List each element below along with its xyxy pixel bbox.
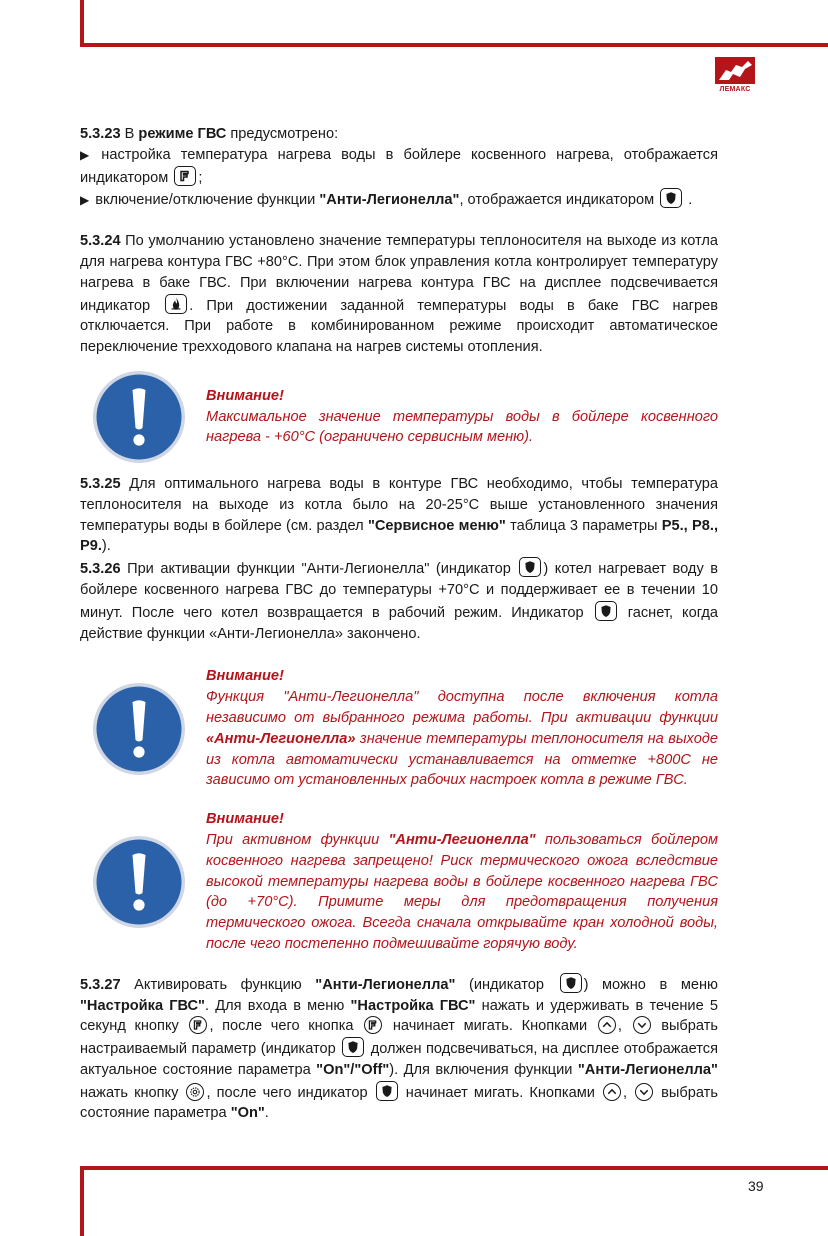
section-text-end: гаснет, когда действие функции «Анти-Легионелла» закончено. xyxy=(80,604,718,642)
page-frame-top xyxy=(80,0,828,47)
bold-1: "Анти-Легионелла" xyxy=(315,976,456,993)
section-text-end: . При достижении заданной температуры воды в баке ГВС нагрев отключается. При работе в комбинированном режиме происходит автоматическое переключение трехходового клапана на нагрев системы отопления. xyxy=(80,297,718,356)
warning-title: Внимание! xyxy=(206,668,284,685)
section-5-3-25 xyxy=(80,474,718,557)
text-20: , xyxy=(622,1084,628,1101)
text-9: , после чего кнопка xyxy=(209,1018,354,1035)
section-number: 5.3.24 xyxy=(80,233,121,250)
lemax-logo xyxy=(712,56,758,100)
bullet-1-end: ; xyxy=(198,169,203,186)
section-5-3-24 xyxy=(80,231,718,358)
bullet-2-end: . xyxy=(688,192,693,209)
text-1: Активировать функцию xyxy=(120,976,316,993)
page-content xyxy=(80,124,718,1124)
section-text-end: ). xyxy=(101,538,111,555)
bold-7: "Настройка ГВС" xyxy=(350,997,476,1014)
section-5-3-23 xyxy=(80,124,718,211)
text-6: . Для входа в меню xyxy=(204,997,351,1014)
page-number: 39 xyxy=(748,1178,764,1194)
warning-text-end: значение температуры теплоносителя на выходе из котла автоматически устанавливается на отметке +800С не зависимо от установленных рабочих настроек котла в режиме ГВС. xyxy=(206,730,718,789)
warning-box-2 xyxy=(80,666,718,791)
section-bold-1: "Сервисное меню" xyxy=(367,517,506,534)
down-arrow-button-icon xyxy=(633,1016,651,1034)
warning-box-3 xyxy=(80,809,718,955)
bold-5: "Настройка ГВС" xyxy=(80,997,205,1014)
bold-14: "On"/"Off" xyxy=(316,1061,390,1078)
warning-bold: «Анти-Легионелла» xyxy=(206,730,356,747)
gear-button-icon xyxy=(186,1083,204,1101)
text-3: (индикатор xyxy=(455,976,544,993)
warning-text-end: пользоваться бойлером косвенного нагрева запрещено! Риск термического ожога вследствие высокой температуры нагрева воды в бойлере косвенного нагрева ГВС (до +70°С). Примите меры для предотвращения получения термического ожога. Всегда сначала открывайте кран холодной воды, после чего постепенно подмешивайте горячую воду. xyxy=(206,831,718,952)
warning-title: Внимание! xyxy=(206,811,284,828)
section-5-3-27 xyxy=(80,973,718,1125)
text-23: . xyxy=(264,1105,269,1122)
warning-exclamation-icon xyxy=(92,370,186,464)
warning-text: Функция "Анти-Легионелла" доступна после включения котла независимо от выбранного режима работы. При активации функции xyxy=(206,689,718,726)
bold-16: "Анти-Легионелла" xyxy=(577,1061,718,1078)
text-13: должен подсвечиваться, на дисплее отображается актуальное состояние параметра xyxy=(80,1041,718,1078)
up-arrow-button-icon xyxy=(598,1016,616,1034)
section-number: 5.3.27 xyxy=(80,976,121,993)
flame-indicator-icon xyxy=(165,294,187,314)
section-text: При активации функции "Анти-Легионелла" (индикатор xyxy=(120,561,511,578)
intro-bold: режиме ГВС xyxy=(138,126,227,142)
section-bold-2: Р5., Р8., Р9. xyxy=(80,517,718,555)
tap-indicator-icon xyxy=(174,166,196,186)
section-number: 5.3.23 xyxy=(80,126,121,142)
bullet-2-text: включение/отключение функции xyxy=(95,192,320,209)
tap-button-icon xyxy=(189,1016,207,1034)
warning-text: При активном функции xyxy=(206,831,389,848)
shield-indicator-icon xyxy=(560,973,582,993)
shield-indicator-icon xyxy=(376,1081,398,1101)
text-18: , после чего индикатор xyxy=(206,1084,368,1101)
shield-indicator-icon xyxy=(519,557,541,577)
text-8: нажать и удерживать в течение 5 секунд кнопку xyxy=(80,997,718,1035)
text-11: , xyxy=(617,1018,622,1035)
bold-22: "On" xyxy=(230,1105,265,1122)
warning-exclamation-icon xyxy=(92,835,186,929)
bullet-2-text-end: , отображается индикатором xyxy=(459,192,655,209)
bullet-2-bold: "Анти-Легионелла" xyxy=(319,192,460,209)
section-text: По умолчанию установлено значение температуры теплоносителя на выходе из котла для нагрева контура ГВС +80°С. При этом блок управления котла контролирует температуру нагрева в баке ГВС. При включении нагрева контура ГВС на дисплее подсвечивается индикатор xyxy=(80,233,718,314)
text-12: выбрать настраиваемый параметр (индикатор xyxy=(80,1018,718,1058)
warning-exclamation-icon xyxy=(92,682,186,776)
section-text: Для оптимального нагрева воды в контуре ГВС необходимо, чтобы температура теплоносителя на выходе из котла было на 20-25°С выше установленного значения температуры воды в бойлере (см. раздел xyxy=(80,475,718,534)
warning-box-1 xyxy=(80,370,718,464)
section-text-2: таблица 3 параметры xyxy=(505,517,662,534)
intro-text: В xyxy=(120,126,139,142)
warning-title: Внимание! xyxy=(206,387,284,404)
section-text-2: ) котел нагревает воду в бойлере косвенного нагрева ГВС до температуры +70°С и поддерживает ее в течении 10 минут. После чего котел возвращается в рабочий режим. Индикатор xyxy=(80,561,718,621)
shield-indicator-icon xyxy=(595,601,617,621)
down-arrow-button-icon xyxy=(635,1083,653,1101)
bullet-1-text: настройка температура нагрева воды в бойлере косвенного нагрева, отображается индикатором xyxy=(80,146,718,186)
intro-text-end: предусмотрено: xyxy=(226,126,339,142)
bullet-triangle-icon: ▶ xyxy=(80,193,90,208)
page-frame-bottom xyxy=(80,1166,828,1236)
text-10: начинает мигать. Кнопками xyxy=(392,1018,588,1035)
bullet-triangle-icon: ▶ xyxy=(80,147,96,162)
warning-bold: "Анти-Легионелла" xyxy=(388,831,536,848)
warning-text: Максимальное значение температуры воды в бойлере косвенного нагрева - +60°С (ограничено сервисным меню). xyxy=(206,408,718,446)
text-21: выбрать состояние параметра xyxy=(80,1084,718,1122)
section-5-3-26 xyxy=(80,557,718,644)
text-4: ) можно в меню xyxy=(583,976,718,993)
tap-button-icon xyxy=(364,1016,382,1034)
text-15: ). Для включения функции xyxy=(389,1061,578,1078)
section-number: 5.3.26 xyxy=(80,561,121,578)
shield-indicator-icon xyxy=(342,1037,364,1057)
text-17: нажать кнопку xyxy=(80,1084,179,1101)
text-19: начинает мигать. Кнопками xyxy=(405,1084,595,1101)
up-arrow-button-icon xyxy=(603,1083,621,1101)
shield-indicator-icon xyxy=(660,188,682,208)
section-number: 5.3.25 xyxy=(80,475,121,492)
logo-text: ЛЕМАКС xyxy=(719,86,751,93)
